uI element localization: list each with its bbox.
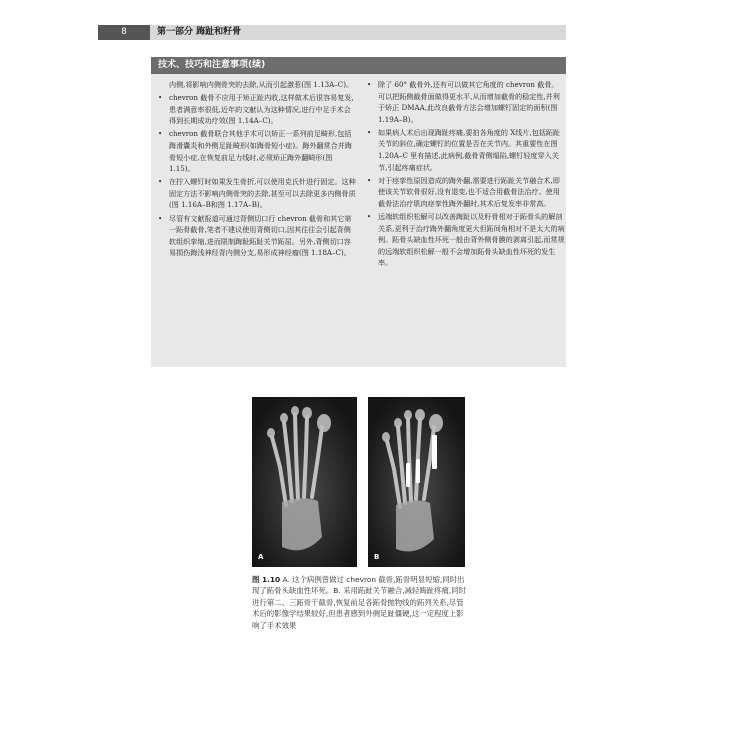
tips-right-column [365, 79, 565, 271]
xray-image-b [368, 397, 465, 567]
tip-paragraph: • 尽管有文献报道可通过背侧切口行 chevron 截骨和其它第一跖骨截骨,笔者不建议使用背侧切口,因其往往会引起背侧软组织挛缩,进而限制踇趾跖趾关节跖屈。另外,背侧切口容易损伤踇浅神经背内侧分支,易形成神经瘤(图 1.18A–C)。 [158, 213, 352, 258]
tip-paragraph: • 如果病人术后出现踇趾疼痛,要拍各角度的 X线片,包括跖趾关节的斜位,确定螺钉的位置是否在关节内。其重要性在图 1.20A–C 里有描述,此病例,截骨背侧塌陷,螺钉轻度穿入关节,引起疼痛症状。 [367, 127, 561, 172]
foot-xray-icon [368, 397, 465, 567]
panel-label-b: B [374, 553, 380, 561]
panel-label-a: A [258, 553, 264, 561]
tip-paragraph: 内侧,将影响内侧骨突的去除,从而引起激惹(图 1.13A–C)。 [169, 80, 354, 89]
foot-xray-icon [252, 397, 357, 567]
tips-box-title: 技术、技巧和注意事项(续) [158, 60, 266, 70]
figure-caption-text: A. 这个病例曾做过 chevron 截骨,跖骨明显短缩,同时出现了跖骨头缺血性坏死。B. 采用跖趾关节融合,减轻踇趾疼痛,同时进行第二、三跖骨干截骨,恢复前足各跖骨抛物线的跖列关系,尽管术后的影像学结果较好,但患者感到外侧足趾僵硬,这一定程度上影响了手术效果 [252, 575, 467, 630]
tip-paragraph: • chevron 截骨联合其他手术可以矫正一系列前足畸形,包括踇滑囊炎和外侧足趾畸形(如踇骨短小症)。踇外翻常合并踇骨短小症,在恢复前足力线时,必须矫正踇外翻畸形(图 1.15)。 [158, 129, 352, 174]
tips-box [151, 57, 566, 367]
page-number: 8 [98, 25, 150, 40]
section-title: 第一部分 踇趾和籽骨 [157, 27, 242, 37]
figure-caption [252, 574, 467, 631]
tip-paragraph: • chevron 截骨不应用于矫正趾内收,这样做术后很容易复发,患者满意率很低,近年的文献认为这种情况,进行中足手术会得到长期成功疗效(图 1.14A–C)。 [158, 93, 354, 126]
tip-paragraph: • 远端软组织松解可以改善踇趾以及籽骨相对于跖骨头的解剖关系,更利于治疗踇外翻角度更大但跖间角相对不是太大的病例。跖骨头缺血性坏死一般由背外侧骨膜的剥离引起,而常规的远端软组织松解一般不会增加跖骨头缺血性坏死的发生率。 [367, 212, 565, 268]
tip-paragraph: • 对于痉挛性原因造成的踇外翻,需要进行跖趾关节融合术,即使该关节软骨很好,没有退变,也不适合用截骨法治疗。使用截骨法治疗肌肉痉挛性踇外翻时,其术后复发率非常高。 [367, 175, 560, 208]
tips-box-title-bar [151, 57, 566, 74]
xray-image-a [252, 397, 357, 567]
figure-number: 图 1.10 [252, 575, 281, 584]
tips-left-column [156, 79, 356, 260]
tip-paragraph: • 除了 60° 截骨外,还有可以做其它角度的 chevron 截骨。可以把跖侧截骨面做得更水平,从而增加截骨的稳定性,并利于矫正 DMAA,此改良截骨方法会增加螺钉固定的面积(图 1.19A–B)。 [367, 80, 560, 124]
tip-paragraph: • 在拧入螺钉时如果发生骨折,可以使用克氏针进行固定。这种固定方法不影响内侧骨突的去除,甚至可以去除更多内侧骨质(图 1.16A–B和图 1.17A–B)。 [158, 177, 356, 210]
